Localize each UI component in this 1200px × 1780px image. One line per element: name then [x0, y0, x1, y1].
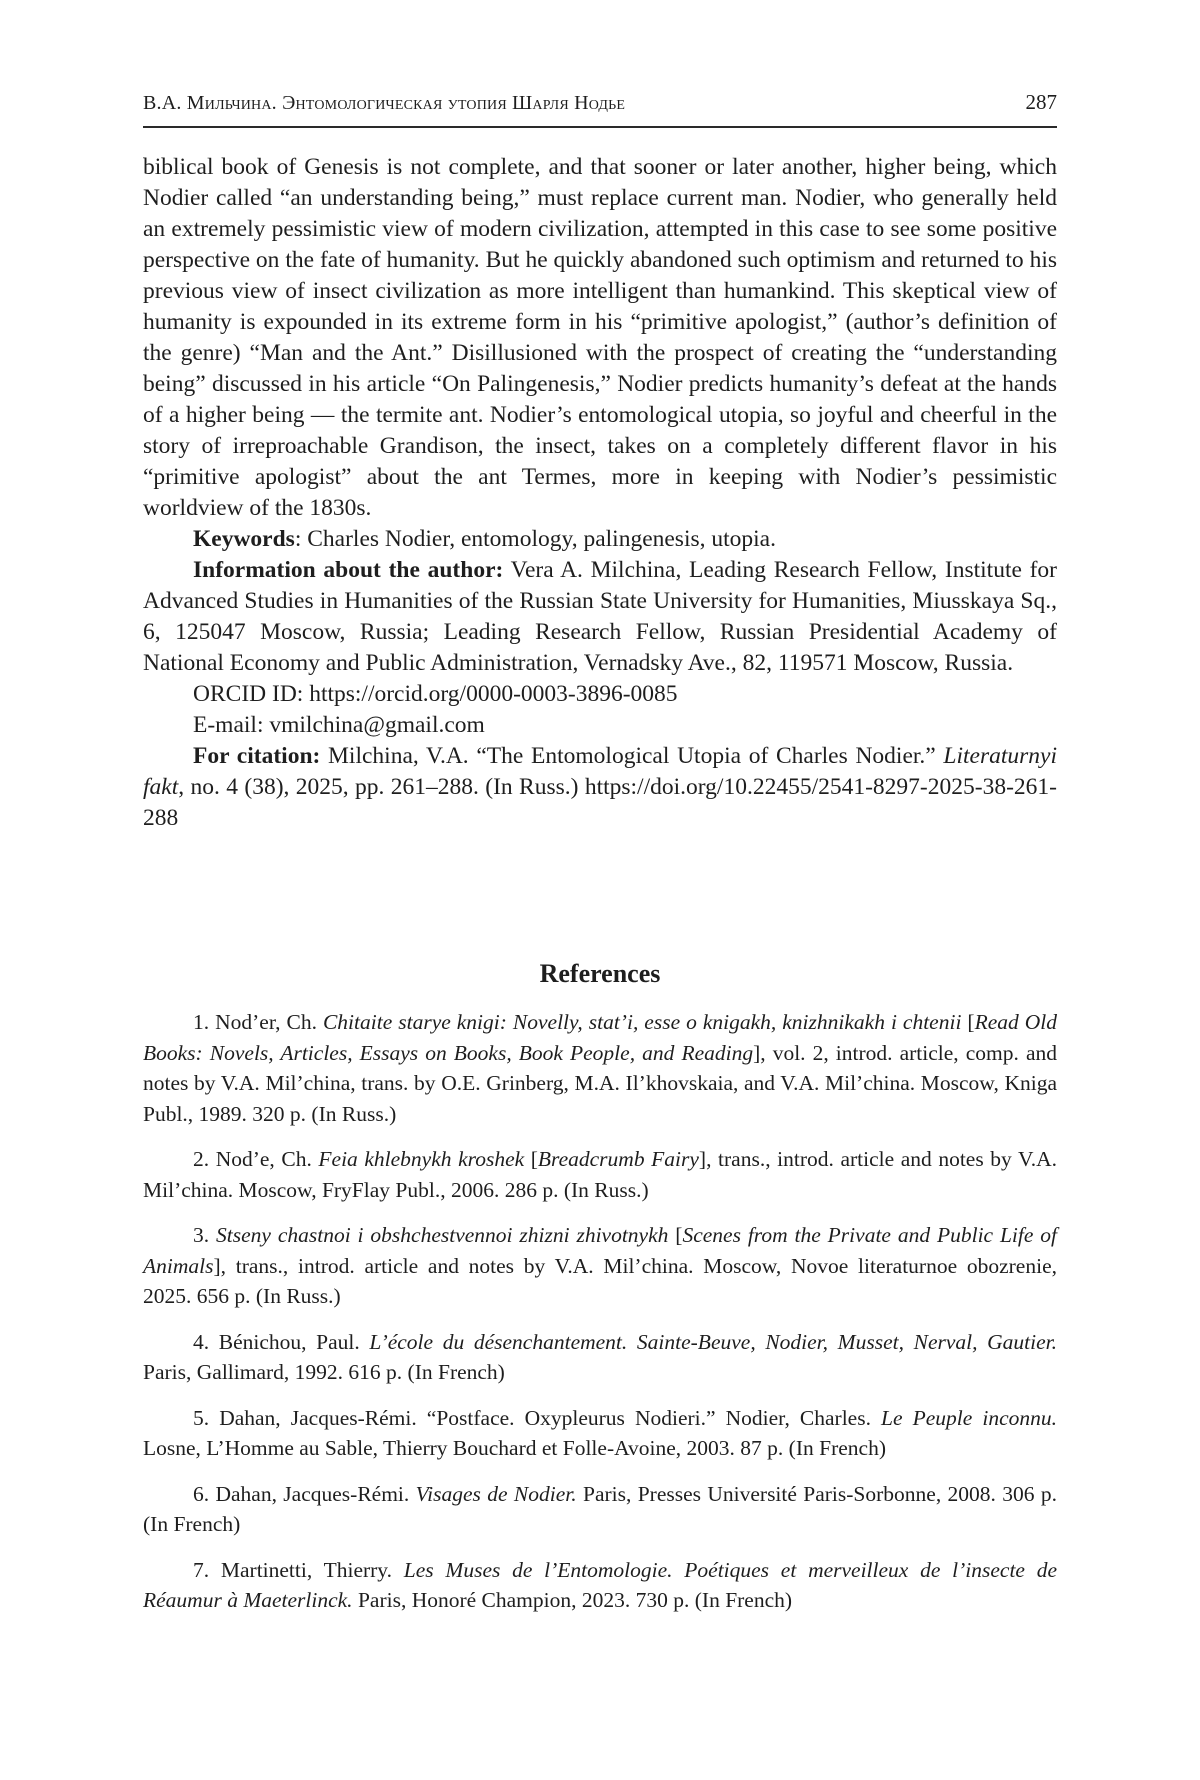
reference-item [143, 1144, 1057, 1205]
running-head [143, 90, 1057, 115]
reference-text: ], trans., introd. article and notes by V.A. Mil’china. Moscow, Novoe literaturnoe obozrenie, 2025. 656 p. (In Russ.) [143, 1253, 1057, 1308]
abstract-section [143, 152, 1057, 834]
author-info-label: Information about the author: [193, 557, 504, 583]
reference-text: 7. Martinetti, Thierry. [193, 1557, 404, 1582]
reference-title: Stseny chastnoi i obshchestvennoi zhizni zhivotnykh [216, 1223, 669, 1247]
reference-title: Le Peuple inconnu. [881, 1405, 1057, 1430]
reference-text: 2. Nod’e, Ch. [193, 1147, 319, 1171]
abstract-continuation: biblical book of Genesis is not complete, and that sooner or later another, higher being, which Nodier called “an understanding being,” must replace current man. Nodier, who generally held an extremely pessimistic view of modern civilization, attempted in this case to see some positive perspective on the fate of humanity. But he quickly abandoned such optimism and returned to his previous view of insect civilization as more intelligent than humankind. This skeptical view of humanity is expounded in its extreme form in his “primitive apologist,” (author’s definition of the genre) “Man and the Ant.” Disillusioned with the prospect of creating the “understanding being” discussed in his article “On Palingenesis,” Nodier predicts humanity’s defeat at the hands of a higher being — the termite ant. Nodier’s entomological utopia, so joyful and cheerful in the story of irreproachable Grandison, the insect, takes on a completely different flavor in his “primitive apologist” about the ant Termes, more in keeping with Nodier’s pessimistic worldview of the 1830s. [143, 154, 1057, 521]
reference-text: 5. Dahan, Jacques-Rémi. “Postface. Oxypleurus Nodieri.” Nodier, Charles. [193, 1405, 882, 1430]
reference-translated-title: Scenes from the Private and Public Life of Animals [143, 1223, 1058, 1278]
author-info-paragraph [143, 555, 1057, 679]
reference-title: Chitaite starye knigi: Novelly, stat’i, esse o knigakh, knizhnikakh i chtenii [322, 1010, 962, 1034]
reference-text: Paris, Gallimard, 1992. 616 p. (In French) [143, 1360, 505, 1384]
reference-item [143, 1555, 1057, 1616]
running-title: В.А. Мильчина. Энтомологическая утопия Шарля Нодье [143, 92, 626, 114]
page-number: 287 [1025, 90, 1057, 114]
references-heading: References [539, 959, 661, 988]
reference-text: [ [668, 1223, 683, 1247]
keywords-paragraph [143, 524, 1057, 555]
citation-paragraph [143, 741, 1057, 834]
keywords-text: : Charles Nodier, entomology, palingenesis, utopia. [294, 526, 776, 552]
reference-item [143, 1479, 1057, 1540]
reference-text: Losne, L’Homme au Sable, Thierry Bouchard et Folle-Avoine, 2003. 87 p. (In French) [143, 1436, 886, 1460]
reference-title: Visages de Nodier. [415, 1481, 577, 1506]
citation-journal: Literaturnyi fakt [143, 743, 1057, 800]
header-rule [143, 126, 1057, 128]
reference-item [143, 1007, 1057, 1129]
reference-translated-title: Read Old Books: Novels, Articles, Essays on Books, Book People, and Reading [143, 1010, 1057, 1065]
references-list [143, 1007, 1057, 1631]
reference-text: 4. Bénichou, Paul. [193, 1329, 370, 1354]
reference-text: 6. Dahan, Jacques-Rémi. [193, 1481, 416, 1506]
reference-text: Paris, Honoré Champion, 2023. 730 p. (In French) [352, 1588, 793, 1612]
orcid-line: ORCID ID: https://orcid.org/0000-0003-3896-0085 [193, 681, 678, 707]
reference-translated-title: Breadcrumb Fairy [537, 1147, 699, 1171]
reference-title: Feia khlebnykh kroshek [318, 1147, 525, 1171]
email-line: E-mail: vmilchina@gmail.com [193, 712, 485, 738]
reference-text: 3. [193, 1223, 217, 1247]
reference-text: 1. Nod’er, Ch. [193, 1010, 323, 1034]
reference-item [143, 1327, 1057, 1388]
reference-title: Les Muses de l’Entomologie. Poétiques et merveilleux de l’insecte de Réaumur à Maeterlinck. [143, 1557, 1057, 1612]
reference-text: Paris, Presses Université Paris-Sorbonne, 2008. 306 p. (In French) [143, 1481, 1058, 1536]
reference-title: L’école du désenchantement. Sainte-Beuve, Nodier, Musset, Nerval, Gautier. [369, 1329, 1057, 1354]
reference-text: ], vol. 2, introd. article, comp. and notes by V.A. Mil’china, trans. by O.E. Grinberg, M.A. Il’khovskaia, and V.A. Mil’china. Moscow, Kniga Publ., 1989. 320 p. (In Russ.) [143, 1040, 1057, 1126]
reference-item [143, 1220, 1057, 1312]
reference-text: [ [961, 1010, 975, 1034]
reference-item [143, 1403, 1057, 1464]
citation-label: For citation: [193, 743, 321, 769]
reference-text: [ [524, 1147, 538, 1171]
author-info-text: Vera A. Milchina, Leading Research Fellow, Institute for Advanced Studies in Humanities of the Russian State University for Humanities, Miusskaya Sq., 6, 125047 Moscow, Russia; Leading Research Fellow, Russian Presidential Academy of National Economy and Public Administration, Vernadsky Ave., 82, 119571 Moscow, Russia. [143, 557, 1058, 676]
citation-pre: Milchina, V.A. “The Entomological Utopia of Charles Nodier.” [320, 743, 944, 769]
keywords-label: Keywords [193, 526, 295, 552]
citation-post: , no. 4 (38), 2025, pp. 261–288. (In Russ.) https://doi.org/10.22455/2541-8297-2025-38-261-288 [143, 774, 1057, 831]
reference-text: ], trans., introd. article and notes by V.A. Mil’china. Moscow, FryFlay Publ., 2006. 286 p. (In Russ.) [143, 1147, 1057, 1202]
